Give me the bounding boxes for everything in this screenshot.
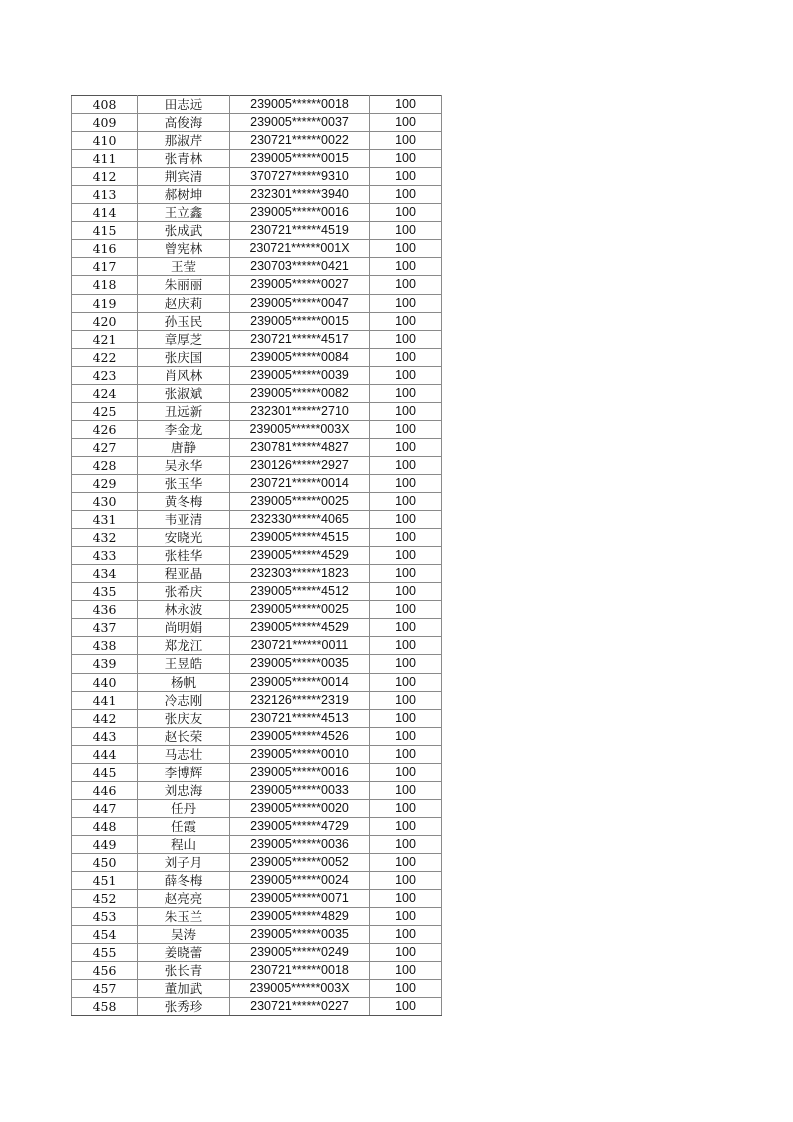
row-number-cell: 431 [72, 511, 138, 529]
table-row [72, 276, 442, 294]
name-cell: 孙玉民 [138, 312, 230, 330]
id-number-cell: 239005******0084 [230, 348, 370, 366]
table-row [72, 96, 442, 114]
score-cell: 100 [370, 456, 442, 474]
name-cell: 任丹 [138, 799, 230, 817]
row-number-cell: 415 [72, 222, 138, 240]
row-number-cell: 451 [72, 872, 138, 890]
table-row [72, 619, 442, 637]
name-cell: 张青林 [138, 150, 230, 168]
name-cell: 杨帆 [138, 673, 230, 691]
row-number-cell: 429 [72, 474, 138, 492]
row-number-cell: 414 [72, 204, 138, 222]
score-cell: 100 [370, 637, 442, 655]
table-row [72, 691, 442, 709]
row-number-cell: 420 [72, 312, 138, 330]
row-number-cell: 446 [72, 781, 138, 799]
name-cell: 王昱皓 [138, 655, 230, 673]
table-row [72, 366, 442, 384]
name-cell: 郝树坤 [138, 186, 230, 204]
table-row [72, 150, 442, 168]
id-number-cell: 239005******0010 [230, 745, 370, 763]
row-number-cell: 432 [72, 529, 138, 547]
id-number-cell: 239005******0035 [230, 926, 370, 944]
score-cell: 100 [370, 96, 442, 114]
score-cell: 100 [370, 366, 442, 384]
name-cell: 高俊海 [138, 114, 230, 132]
row-number-cell: 426 [72, 420, 138, 438]
id-number-cell: 239005******0071 [230, 890, 370, 908]
row-number-cell: 419 [72, 294, 138, 312]
name-cell: 朱丽丽 [138, 276, 230, 294]
table-row [72, 926, 442, 944]
table-row [72, 890, 442, 908]
row-number-cell: 424 [72, 384, 138, 402]
table-row [72, 294, 442, 312]
score-cell: 100 [370, 601, 442, 619]
score-cell: 100 [370, 420, 442, 438]
table-row [72, 565, 442, 583]
row-number-cell: 437 [72, 619, 138, 637]
id-number-cell: 232303******1823 [230, 565, 370, 583]
row-number-cell: 443 [72, 727, 138, 745]
id-number-cell: 239005******0014 [230, 673, 370, 691]
row-number-cell: 445 [72, 763, 138, 781]
name-cell: 尚明娟 [138, 619, 230, 637]
table-row [72, 330, 442, 348]
table-row [72, 998, 442, 1016]
table-row [72, 474, 442, 492]
table-row [72, 799, 442, 817]
id-number-cell: 239005******4515 [230, 529, 370, 547]
score-cell: 100 [370, 926, 442, 944]
row-number-cell: 439 [72, 655, 138, 673]
name-cell: 马志壮 [138, 745, 230, 763]
row-number-cell: 454 [72, 926, 138, 944]
id-number-cell: 230721******0022 [230, 132, 370, 150]
name-cell: 李博辉 [138, 763, 230, 781]
table-row [72, 312, 442, 330]
row-number-cell: 408 [72, 96, 138, 114]
score-cell: 100 [370, 204, 442, 222]
table-row [72, 402, 442, 420]
row-number-cell: 447 [72, 799, 138, 817]
name-cell: 林永波 [138, 601, 230, 619]
score-cell: 100 [370, 908, 442, 926]
id-number-cell: 239005******0249 [230, 944, 370, 962]
score-cell: 100 [370, 944, 442, 962]
id-number-cell: 230721******0018 [230, 962, 370, 980]
table-row [72, 384, 442, 402]
name-cell: 章厚芝 [138, 330, 230, 348]
id-number-cell: 239005******4729 [230, 817, 370, 835]
id-number-cell: 239005******0016 [230, 204, 370, 222]
table-row [72, 511, 442, 529]
table-row [72, 745, 442, 763]
row-number-cell: 448 [72, 817, 138, 835]
score-cell: 100 [370, 565, 442, 583]
row-number-cell: 441 [72, 691, 138, 709]
score-cell: 100 [370, 890, 442, 908]
table-row [72, 908, 442, 926]
id-number-cell: 239005******4512 [230, 583, 370, 601]
name-cell: 丑远新 [138, 402, 230, 420]
score-cell: 100 [370, 168, 442, 186]
name-cell: 安晓光 [138, 529, 230, 547]
score-cell: 100 [370, 691, 442, 709]
score-cell: 100 [370, 799, 442, 817]
id-number-cell: 232301******2710 [230, 402, 370, 420]
table-row [72, 601, 442, 619]
id-number-cell: 239005******0025 [230, 493, 370, 511]
id-number-cell: 230781******4827 [230, 438, 370, 456]
name-cell: 那淑芹 [138, 132, 230, 150]
row-number-cell: 409 [72, 114, 138, 132]
name-cell: 张淑斌 [138, 384, 230, 402]
row-number-cell: 455 [72, 944, 138, 962]
table-row [72, 637, 442, 655]
table-row [72, 547, 442, 565]
name-cell: 郑龙江 [138, 637, 230, 655]
row-number-cell: 440 [72, 673, 138, 691]
table-row [72, 709, 442, 727]
id-number-cell: 239005******0024 [230, 872, 370, 890]
id-number-cell: 230721******4517 [230, 330, 370, 348]
score-cell: 100 [370, 348, 442, 366]
row-number-cell: 416 [72, 240, 138, 258]
record-table-body [72, 96, 442, 1016]
name-cell: 任霞 [138, 817, 230, 835]
id-number-cell: 239005******0027 [230, 276, 370, 294]
id-number-cell: 239005******0037 [230, 114, 370, 132]
score-cell: 100 [370, 511, 442, 529]
score-cell: 100 [370, 114, 442, 132]
row-number-cell: 436 [72, 601, 138, 619]
name-cell: 张希庆 [138, 583, 230, 601]
name-cell: 姜晓蕾 [138, 944, 230, 962]
table-row [72, 240, 442, 258]
row-number-cell: 456 [72, 962, 138, 980]
name-cell: 赵亮亮 [138, 890, 230, 908]
row-number-cell: 457 [72, 980, 138, 998]
score-cell: 100 [370, 817, 442, 835]
score-cell: 100 [370, 998, 442, 1016]
id-number-cell: 239005******0082 [230, 384, 370, 402]
name-cell: 田志远 [138, 96, 230, 114]
id-number-cell: 239005******4526 [230, 727, 370, 745]
table-row [72, 962, 442, 980]
score-cell: 100 [370, 438, 442, 456]
table-row [72, 438, 442, 456]
score-cell: 100 [370, 402, 442, 420]
score-cell: 100 [370, 150, 442, 168]
score-cell: 100 [370, 673, 442, 691]
row-number-cell: 442 [72, 709, 138, 727]
id-number-cell: 239005******0016 [230, 763, 370, 781]
table-row [72, 980, 442, 998]
id-number-cell: 230703******0421 [230, 258, 370, 276]
name-cell: 张长青 [138, 962, 230, 980]
table-row [72, 655, 442, 673]
row-number-cell: 458 [72, 998, 138, 1016]
score-cell: 100 [370, 962, 442, 980]
row-number-cell: 413 [72, 186, 138, 204]
id-number-cell: 230721******001X [230, 240, 370, 258]
table-row [72, 781, 442, 799]
score-cell: 100 [370, 835, 442, 853]
table-row [72, 114, 442, 132]
table-row [72, 835, 442, 853]
id-number-cell: 230721******0011 [230, 637, 370, 655]
id-number-cell: 239005******0033 [230, 781, 370, 799]
score-cell: 100 [370, 330, 442, 348]
id-number-cell: 239005******0025 [230, 601, 370, 619]
table-row [72, 944, 442, 962]
name-cell: 刘子月 [138, 853, 230, 871]
name-cell: 程亚晶 [138, 565, 230, 583]
score-cell: 100 [370, 872, 442, 890]
score-cell: 100 [370, 619, 442, 637]
id-number-cell: 239005******0052 [230, 853, 370, 871]
table-row [72, 853, 442, 871]
score-cell: 100 [370, 727, 442, 745]
row-number-cell: 410 [72, 132, 138, 150]
row-number-cell: 422 [72, 348, 138, 366]
score-cell: 100 [370, 493, 442, 511]
id-number-cell: 239005******0015 [230, 150, 370, 168]
id-number-cell: 232330******4065 [230, 511, 370, 529]
name-cell: 黄冬梅 [138, 493, 230, 511]
score-cell: 100 [370, 655, 442, 673]
row-number-cell: 427 [72, 438, 138, 456]
score-cell: 100 [370, 294, 442, 312]
name-cell: 张玉华 [138, 474, 230, 492]
id-number-cell: 239005******0020 [230, 799, 370, 817]
table-row [72, 456, 442, 474]
row-number-cell: 452 [72, 890, 138, 908]
score-cell: 100 [370, 980, 442, 998]
name-cell: 王立鑫 [138, 204, 230, 222]
name-cell: 唐静 [138, 438, 230, 456]
table-row [72, 168, 442, 186]
row-number-cell: 421 [72, 330, 138, 348]
name-cell: 张成武 [138, 222, 230, 240]
table-row [72, 420, 442, 438]
row-number-cell: 435 [72, 583, 138, 601]
row-number-cell: 423 [72, 366, 138, 384]
score-cell: 100 [370, 853, 442, 871]
score-cell: 100 [370, 186, 442, 204]
name-cell: 冷志刚 [138, 691, 230, 709]
table-row [72, 583, 442, 601]
row-number-cell: 453 [72, 908, 138, 926]
id-number-cell: 239005******0039 [230, 366, 370, 384]
table-row [72, 222, 442, 240]
score-cell: 100 [370, 474, 442, 492]
table-row [72, 348, 442, 366]
table-row [72, 817, 442, 835]
row-number-cell: 417 [72, 258, 138, 276]
id-number-cell: 239005******0047 [230, 294, 370, 312]
id-number-cell: 239005******4529 [230, 619, 370, 637]
name-cell: 肖风林 [138, 366, 230, 384]
name-cell: 曾宪林 [138, 240, 230, 258]
id-number-cell: 239005******003X [230, 420, 370, 438]
id-number-cell: 239005******4829 [230, 908, 370, 926]
table-row [72, 493, 442, 511]
id-number-cell: 370727******9310 [230, 168, 370, 186]
name-cell: 朱玉兰 [138, 908, 230, 926]
name-cell: 王莹 [138, 258, 230, 276]
score-cell: 100 [370, 312, 442, 330]
score-cell: 100 [370, 258, 442, 276]
name-cell: 董加武 [138, 980, 230, 998]
table-row [72, 529, 442, 547]
row-number-cell: 433 [72, 547, 138, 565]
name-cell: 刘忠海 [138, 781, 230, 799]
score-cell: 100 [370, 709, 442, 727]
score-cell: 100 [370, 781, 442, 799]
name-cell: 荆宾清 [138, 168, 230, 186]
row-number-cell: 450 [72, 853, 138, 871]
id-number-cell: 239005******0018 [230, 96, 370, 114]
score-cell: 100 [370, 132, 442, 150]
name-cell: 韦亚清 [138, 511, 230, 529]
id-number-cell: 239005******0035 [230, 655, 370, 673]
row-number-cell: 438 [72, 637, 138, 655]
row-number-cell: 428 [72, 456, 138, 474]
table-row [72, 727, 442, 745]
score-cell: 100 [370, 240, 442, 258]
name-cell: 吴涛 [138, 926, 230, 944]
score-cell: 100 [370, 547, 442, 565]
id-number-cell: 239005******4529 [230, 547, 370, 565]
table-row [72, 763, 442, 781]
record-table [71, 95, 442, 1016]
score-cell: 100 [370, 222, 442, 240]
table-row [72, 872, 442, 890]
name-cell: 张庆国 [138, 348, 230, 366]
score-cell: 100 [370, 384, 442, 402]
row-number-cell: 412 [72, 168, 138, 186]
table-row [72, 186, 442, 204]
name-cell: 程山 [138, 835, 230, 853]
id-number-cell: 230721******0227 [230, 998, 370, 1016]
id-number-cell: 230721******4513 [230, 709, 370, 727]
id-number-cell: 232126******2319 [230, 691, 370, 709]
table-row [72, 132, 442, 150]
id-number-cell: 239005******0036 [230, 835, 370, 853]
row-number-cell: 425 [72, 402, 138, 420]
score-cell: 100 [370, 763, 442, 781]
row-number-cell: 418 [72, 276, 138, 294]
name-cell: 吴永华 [138, 456, 230, 474]
id-number-cell: 230721******4519 [230, 222, 370, 240]
name-cell: 薛冬梅 [138, 872, 230, 890]
id-number-cell: 230126******2927 [230, 456, 370, 474]
name-cell: 赵长荣 [138, 727, 230, 745]
table-row [72, 673, 442, 691]
name-cell: 张秀珍 [138, 998, 230, 1016]
name-cell: 赵庆莉 [138, 294, 230, 312]
score-cell: 100 [370, 745, 442, 763]
score-cell: 100 [370, 583, 442, 601]
row-number-cell: 449 [72, 835, 138, 853]
score-cell: 100 [370, 276, 442, 294]
id-number-cell: 239005******0015 [230, 312, 370, 330]
name-cell: 李金龙 [138, 420, 230, 438]
row-number-cell: 434 [72, 565, 138, 583]
row-number-cell: 430 [72, 493, 138, 511]
name-cell: 张庆友 [138, 709, 230, 727]
score-cell: 100 [370, 529, 442, 547]
row-number-cell: 444 [72, 745, 138, 763]
table-row [72, 204, 442, 222]
id-number-cell: 239005******003X [230, 980, 370, 998]
id-number-cell: 232301******3940 [230, 186, 370, 204]
table-row [72, 258, 442, 276]
name-cell: 张桂华 [138, 547, 230, 565]
id-number-cell: 230721******0014 [230, 474, 370, 492]
row-number-cell: 411 [72, 150, 138, 168]
